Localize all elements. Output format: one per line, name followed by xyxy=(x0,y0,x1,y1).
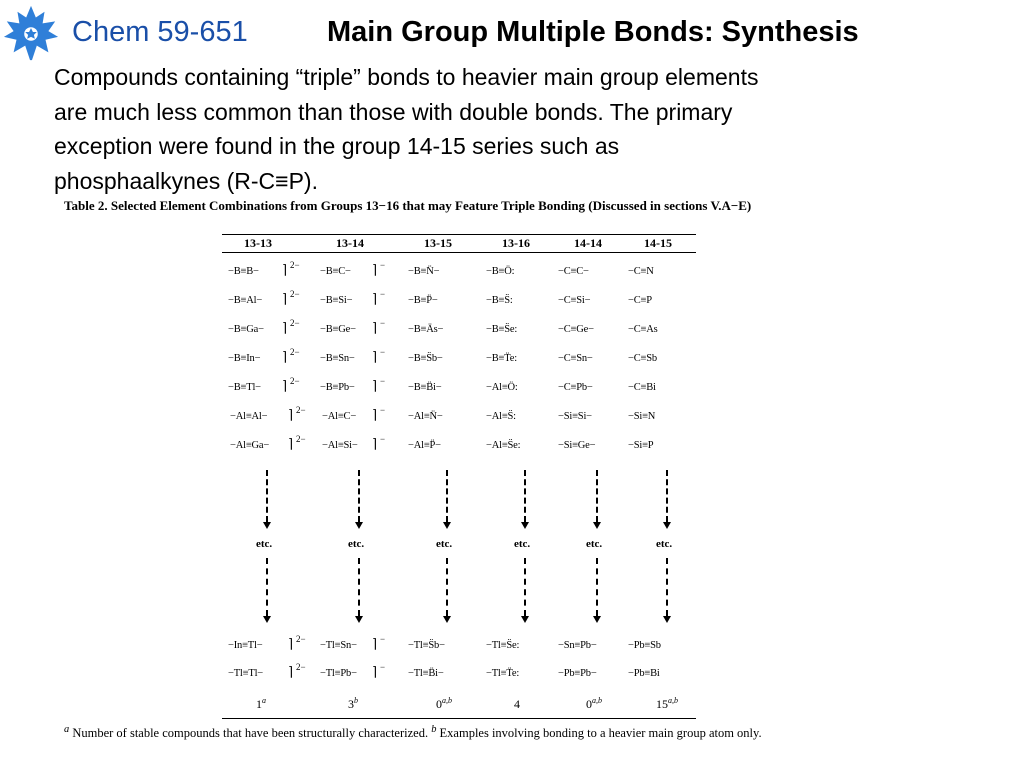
charge-label: − xyxy=(380,434,386,444)
continuation-arrow xyxy=(596,470,598,522)
charge-bracket: ⌉ xyxy=(372,291,378,306)
charge-bracket: ⌉ xyxy=(288,664,294,679)
count-note: a,b xyxy=(668,696,678,705)
bond-formula: −B≡Äs− xyxy=(408,324,444,335)
bond-formula: −Tl≡Tl− xyxy=(228,668,264,679)
charge-label: − xyxy=(380,260,386,270)
bond-formula: −B≡Sn− xyxy=(320,353,355,364)
charge-label: − xyxy=(380,662,386,672)
count-value: 0 xyxy=(586,697,592,711)
bond-formula: −C≡Ge− xyxy=(558,324,594,335)
etc-label: etc. xyxy=(586,538,603,550)
bond-formula: −B≡S̈b− xyxy=(408,353,443,364)
charge-bracket: ⌉ xyxy=(372,349,378,364)
bond-formula: −Al≡P̈− xyxy=(408,440,441,451)
intro-paragraph xyxy=(54,60,984,198)
arrowhead-icon xyxy=(263,616,271,623)
charge-bracket: ⌉ xyxy=(372,436,378,451)
charge-label: 2− xyxy=(290,318,300,328)
bond-formula: −Tl≡S̈b− xyxy=(408,640,445,651)
compound-count xyxy=(348,696,358,712)
table-top-rule xyxy=(222,234,696,235)
bond-formula: −Al≡Al− xyxy=(230,411,268,422)
compound-count xyxy=(436,696,452,712)
table-caption: Table 2. Selected Element Combinations from Groups 13−16 that may Feature Triple Bonding (Discussed in sections V.A−E) xyxy=(64,198,752,213)
column-header: 13-15 xyxy=(424,236,452,250)
charge-label: − xyxy=(380,405,386,415)
footnote-marker-b: b xyxy=(431,724,437,735)
continuation-arrow xyxy=(358,470,360,522)
bond-formula: −B≡N̈− xyxy=(408,266,440,277)
continuation-arrow xyxy=(358,558,360,616)
charge-bracket: ⌉ xyxy=(288,407,294,422)
continuation-arrow xyxy=(524,558,526,616)
bond-formula: −Pb≡Sb xyxy=(628,640,661,651)
charge-label: 2− xyxy=(290,260,300,270)
bond-formula: −C≡Sb xyxy=(628,353,657,364)
charge-label: 2− xyxy=(290,347,300,357)
bond-formula: −Si≡P xyxy=(628,440,654,451)
maple-leaf-logo xyxy=(2,4,60,62)
bond-formula: −C≡C− xyxy=(558,266,589,277)
etc-label: etc. xyxy=(436,538,453,550)
charge-label: − xyxy=(380,634,386,644)
charge-bracket: ⌉ xyxy=(282,349,288,364)
charge-bracket: ⌉ xyxy=(372,664,378,679)
charge-bracket: ⌉ xyxy=(282,291,288,306)
table-footnote xyxy=(64,722,864,741)
count-value: 1 xyxy=(256,697,262,711)
charge-label: 2− xyxy=(290,289,300,299)
count-value: 0 xyxy=(436,697,442,711)
charge-label: 2− xyxy=(296,405,306,415)
charge-bracket: ⌉ xyxy=(372,636,378,651)
footnote-b-text: Examples involving bonding to a heavier main group atom only. xyxy=(439,726,762,741)
charge-label: 2− xyxy=(296,634,306,644)
bond-formula: −B≡Tl− xyxy=(228,382,261,393)
charge-label: − xyxy=(380,376,386,386)
bond-formula: −Al≡S̈e: xyxy=(486,440,521,451)
course-label: Chem 59-651 xyxy=(72,16,248,48)
arrowhead-icon xyxy=(521,616,529,623)
arrowhead-icon xyxy=(263,522,271,529)
bond-formula: −Tl≡B̈i− xyxy=(408,668,444,679)
charge-label: − xyxy=(380,318,386,328)
bond-formula: −Pb≡Bi xyxy=(628,668,660,679)
bond-formula: −B≡T̈e: xyxy=(486,353,517,364)
charge-label: 2− xyxy=(296,434,306,444)
intro-line: phosphaalkynes (R-C≡P). xyxy=(54,167,318,194)
bond-formula: −C≡Pb− xyxy=(558,382,593,393)
count-note: a,b xyxy=(442,696,452,705)
compound-count xyxy=(256,696,266,712)
continuation-arrow xyxy=(446,470,448,522)
bond-formula: −In≡Tl− xyxy=(228,640,263,651)
bond-formula: −B≡Al− xyxy=(228,295,263,306)
bond-formula: −C≡Bi xyxy=(628,382,656,393)
charge-label: − xyxy=(380,347,386,357)
bond-formula: −Sn≡Pb− xyxy=(558,640,597,651)
continuation-arrow xyxy=(524,470,526,522)
bond-formula: −Tl≡S̈e: xyxy=(486,640,520,651)
bond-formula: −Si≡Si− xyxy=(558,411,592,422)
arrowhead-icon xyxy=(521,522,529,529)
slide-title: Main Group Multiple Bonds: Synthesis xyxy=(327,16,859,48)
bond-formula: −B≡Ge− xyxy=(320,324,356,335)
intro-line: are much less common than those with double bonds. The primary xyxy=(54,98,733,125)
compound-count xyxy=(586,696,602,712)
bond-formula: −B≡S̈: xyxy=(486,295,513,306)
bond-formula: −C≡P xyxy=(628,295,652,306)
bond-formula: −C≡As xyxy=(628,324,658,335)
column-header: 13-13 xyxy=(244,236,272,250)
count-note: a,b xyxy=(592,696,602,705)
charge-bracket: ⌉ xyxy=(372,407,378,422)
etc-label: etc. xyxy=(514,538,531,550)
bond-formula: −Al≡Ga− xyxy=(230,440,270,451)
column-header: 14-14 xyxy=(574,236,602,250)
bond-formula: −Al≡Ö: xyxy=(486,382,518,393)
bond-formula: −Al≡Si− xyxy=(322,440,358,451)
continuation-arrow xyxy=(446,558,448,616)
bond-formula: −Al≡C− xyxy=(322,411,357,422)
count-value: 15 xyxy=(656,697,668,711)
compound-count xyxy=(656,696,678,712)
bond-formula: −Pb≡Pb− xyxy=(558,668,597,679)
count-value: 3 xyxy=(348,697,354,711)
arrowhead-icon xyxy=(663,522,671,529)
arrowhead-icon xyxy=(443,522,451,529)
continuation-arrow xyxy=(666,470,668,522)
column-header: 13-16 xyxy=(502,236,530,250)
triple-bond-table xyxy=(222,230,696,720)
etc-label: etc. xyxy=(656,538,673,550)
compound-count xyxy=(514,696,520,712)
continuation-arrow xyxy=(266,558,268,616)
charge-label: 2− xyxy=(296,662,306,672)
bond-formula: −C≡Si− xyxy=(558,295,591,306)
bond-formula: −B≡B̈i− xyxy=(408,382,442,393)
footnote-a-text: Number of stable compounds that have been structurally characterized. xyxy=(72,726,429,741)
bond-formula: −Tl≡T̈e: xyxy=(486,668,520,679)
etc-label: etc. xyxy=(348,538,365,550)
intro-line: exception were found in the group 14-15 series such as xyxy=(54,133,620,159)
table-header-rule xyxy=(222,252,696,253)
etc-label: etc. xyxy=(256,538,273,550)
charge-bracket: ⌉ xyxy=(288,436,294,451)
bond-formula: −Tl≡Pb− xyxy=(320,668,357,679)
bond-formula: −C≡N xyxy=(628,266,654,277)
footnote-marker-a: a xyxy=(64,724,70,735)
charge-bracket: ⌉ xyxy=(372,320,378,335)
count-note: a xyxy=(262,696,266,705)
arrowhead-icon xyxy=(355,616,363,623)
continuation-arrow xyxy=(266,470,268,522)
bond-formula: −Al≡N̈− xyxy=(408,411,443,422)
continuation-arrow xyxy=(596,558,598,616)
bond-formula: −B≡Si− xyxy=(320,295,353,306)
charge-bracket: ⌉ xyxy=(372,262,378,277)
count-value: 4 xyxy=(514,697,520,711)
bond-formula: −B≡In− xyxy=(228,353,261,364)
column-header: 14-15 xyxy=(644,236,672,250)
count-note: b xyxy=(354,696,358,705)
bond-formula: −B≡P̈− xyxy=(408,295,438,306)
bond-formula: −B≡C− xyxy=(320,266,351,277)
arrowhead-icon xyxy=(355,522,363,529)
charge-bracket: ⌉ xyxy=(282,262,288,277)
bond-formula: −Tl≡Sn− xyxy=(320,640,357,651)
bond-formula: −B≡Ö: xyxy=(486,266,515,277)
charge-label: − xyxy=(380,289,386,299)
column-header: 13-14 xyxy=(336,236,364,250)
charge-bracket: ⌉ xyxy=(288,636,294,651)
bond-formula: −Al≡S̈: xyxy=(486,411,516,422)
arrowhead-icon xyxy=(593,522,601,529)
intro-line: Compounds containing “triple” bonds to heavier main group elements xyxy=(54,64,759,90)
bond-formula: −Si≡N xyxy=(628,411,656,422)
continuation-arrow xyxy=(666,558,668,616)
bond-formula: −B≡Pb− xyxy=(320,382,355,393)
table-bottom-rule xyxy=(222,718,696,719)
arrowhead-icon xyxy=(593,616,601,623)
charge-bracket: ⌉ xyxy=(282,378,288,393)
bond-formula: −B≡B− xyxy=(228,266,259,277)
bond-formula: −Si≡Ge− xyxy=(558,440,596,451)
bond-formula: −B≡S̈e: xyxy=(486,324,518,335)
arrowhead-icon xyxy=(663,616,671,623)
bond-formula: −B≡Ga− xyxy=(228,324,264,335)
charge-bracket: ⌉ xyxy=(282,320,288,335)
arrowhead-icon xyxy=(443,616,451,623)
bond-formula: −C≡Sn− xyxy=(558,353,593,364)
charge-label: 2− xyxy=(290,376,300,386)
charge-bracket: ⌉ xyxy=(372,378,378,393)
